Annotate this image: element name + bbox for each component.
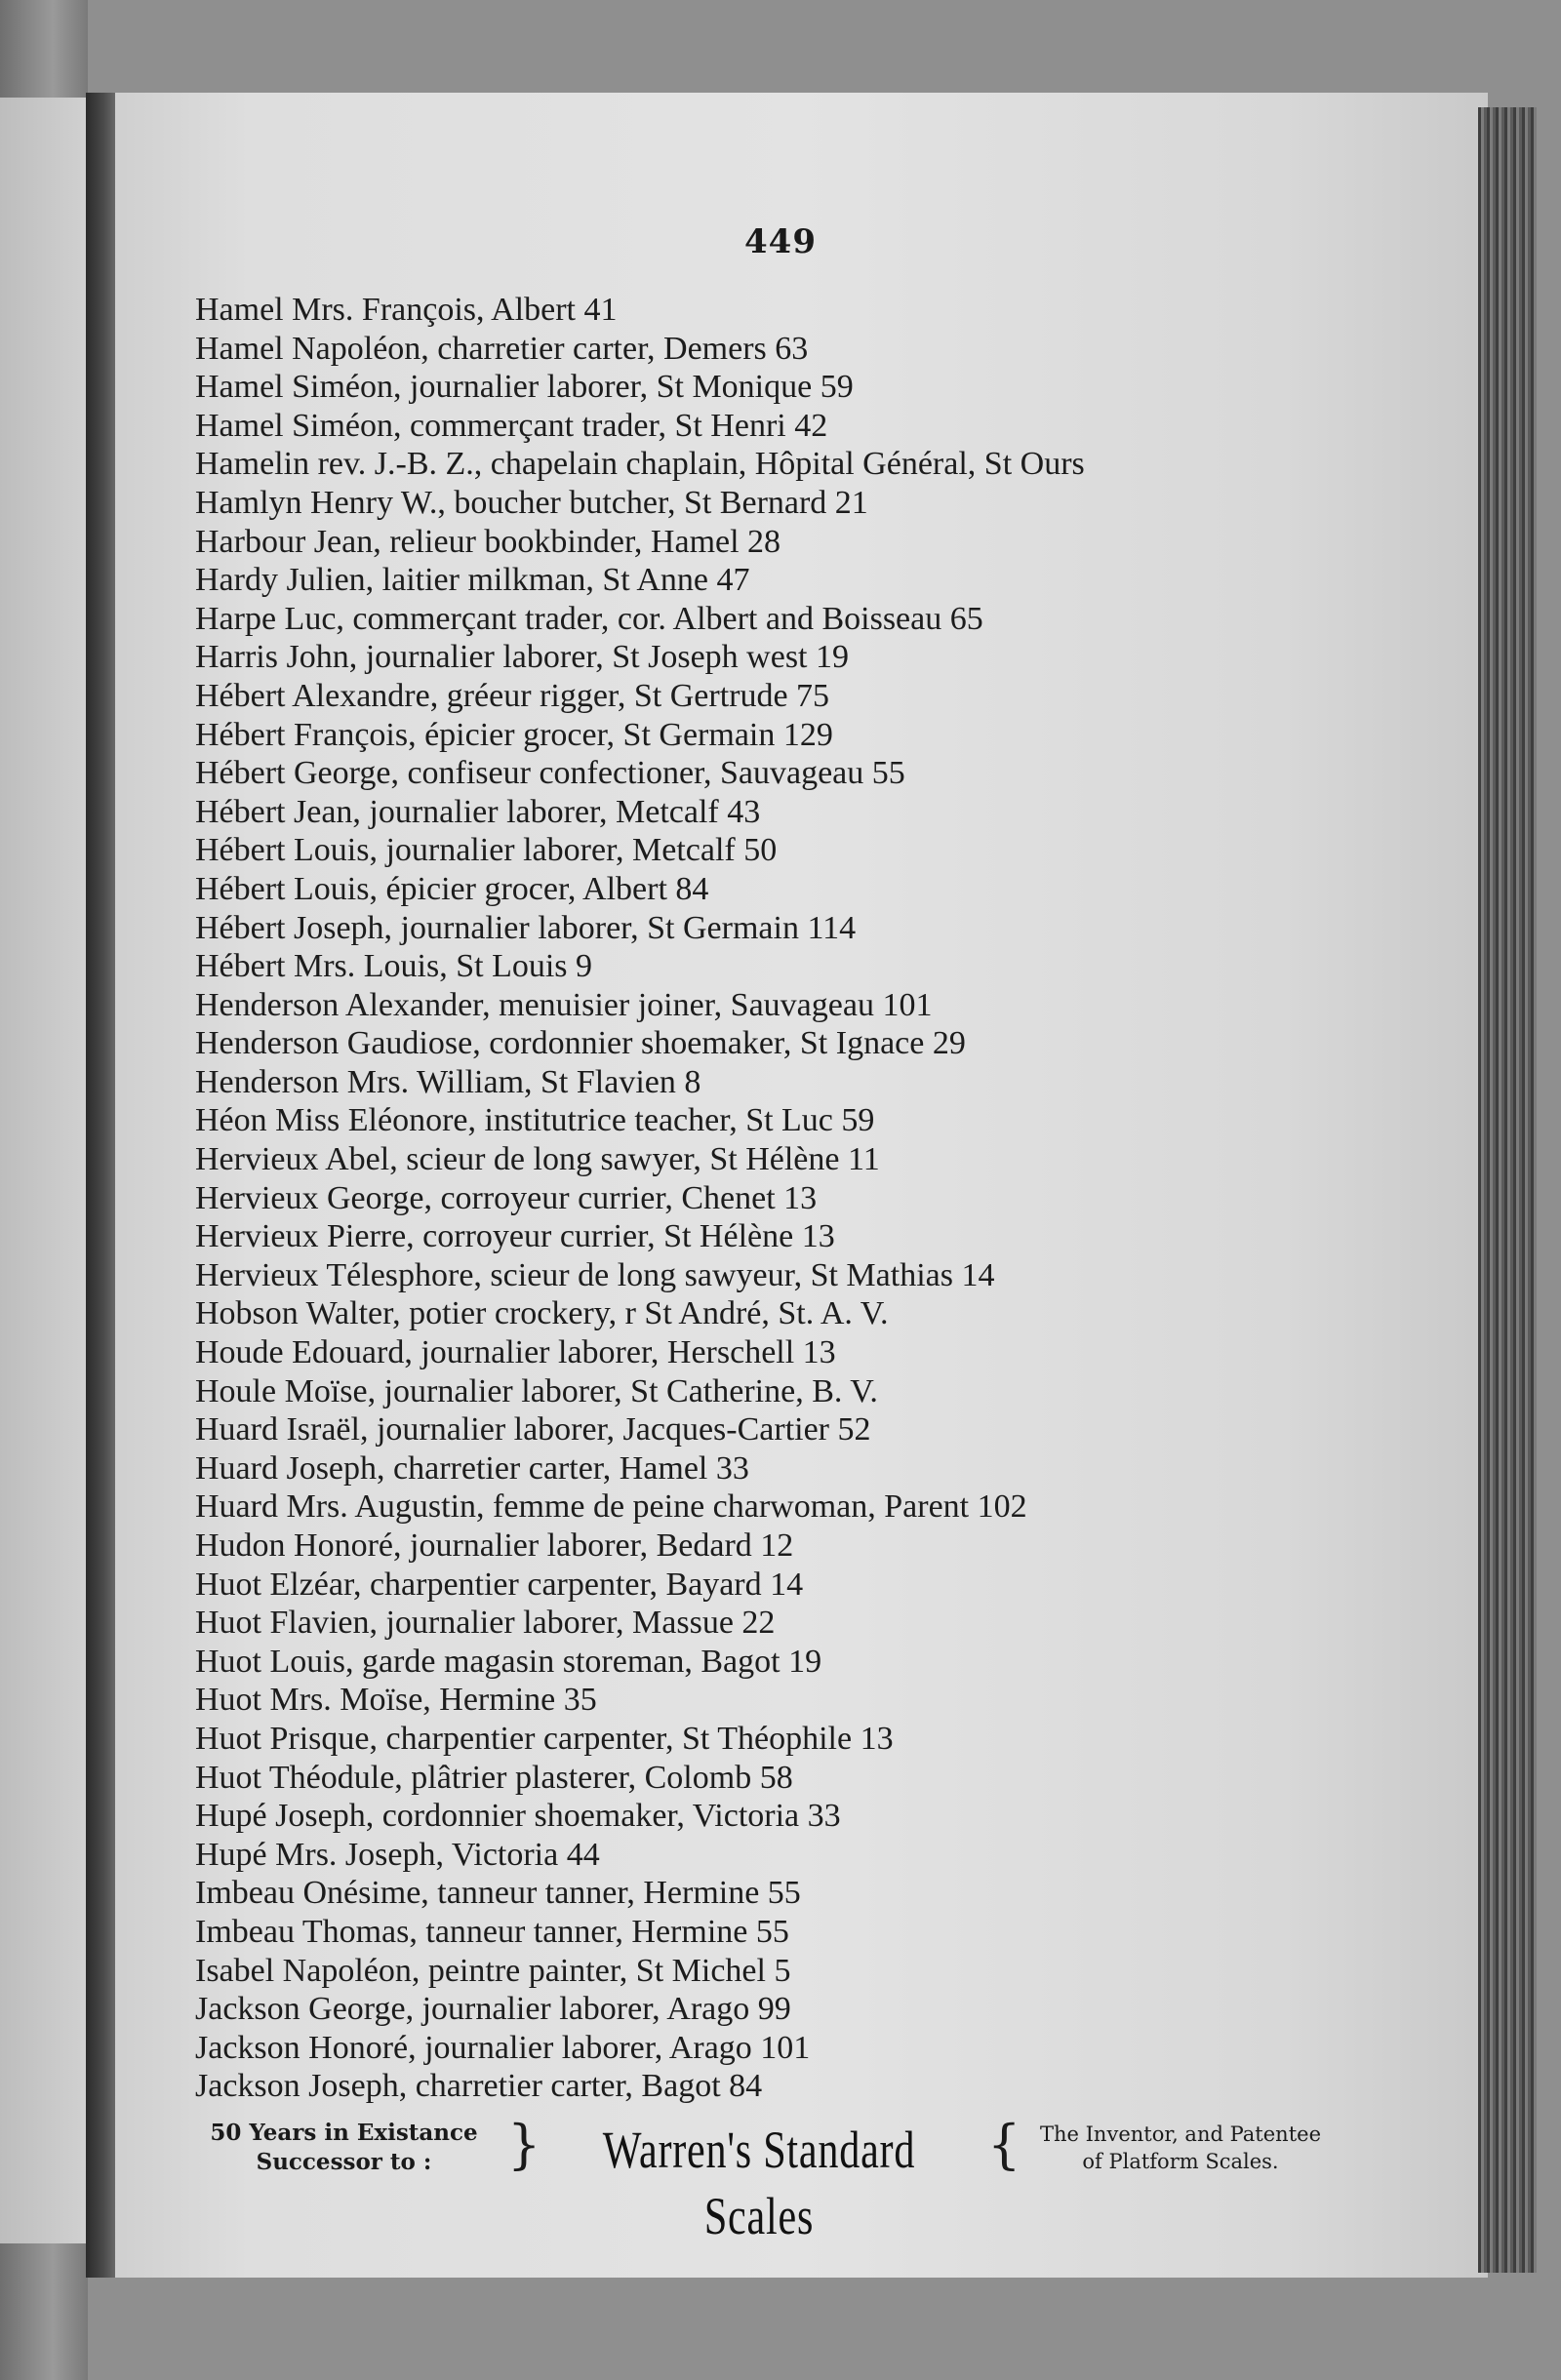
directory-entry: Imbeau Onésime, tanneur tanner, Hermine 55 [195, 1875, 801, 1912]
directory-entry: Hamelin rev. J.-B. Z., chapelain chaplain, Hôpital Général, St Ours [195, 446, 1085, 483]
directory-entry: Harris John, journalier laborer, St Joseph west 19 [195, 639, 850, 676]
directory-entry: Huot Prisque, charpentier carpenter, St Théophile 13 [195, 1720, 894, 1757]
directory-entry: Huot Flavien, journalier laborer, Massue 22 [195, 1605, 776, 1642]
directory-entry: Hébert Louis, épicier grocer, Albert 84 [195, 870, 709, 907]
directory-entry: Harbour Jean, relieur bookbinder, Hamel 28 [195, 523, 781, 560]
directory-entry: Huard Joseph, charretier carter, Hamel 33 [195, 1449, 749, 1487]
directory-entry: Hébert Joseph, journalier laborer, St Germain 114 [195, 909, 857, 946]
advert-years-text: 50 Years in Existance [210, 2120, 478, 2146]
directory-entry: Houle Moïse, journalier laborer, St Catherine, B. V. [195, 1372, 878, 1409]
directory-entry: Hébert Mrs. Louis, St Louis 9 [195, 948, 593, 985]
directory-entry: Hervieux Pierre, corroyeur currier, St Hélène 13 [195, 1218, 835, 1255]
advert-platform-text: of Platform Scales. [1082, 2150, 1279, 2173]
directory-entries [195, 291, 1454, 2106]
left-brace: } [507, 2114, 541, 2175]
directory-entry: Hébert Louis, journalier laborer, Metcalf 50 [195, 832, 778, 869]
directory-entry: Huard Israël, journalier laborer, Jacques-Cartier 52 [195, 1411, 871, 1448]
directory-entry: Hamlyn Henry W., boucher butcher, St Bernard 21 [195, 484, 868, 521]
advert-successor-text: Successor to : [256, 2149, 432, 2175]
directory-entry: Harpe Luc, commerçant trader, cor. Albert and Boisseau 65 [195, 600, 983, 637]
directory-entry: Hamel Siméon, commerçant trader, St Henri 42 [195, 407, 828, 444]
directory-entry: Houde Edouard, journalier laborer, Herschell 13 [195, 1334, 836, 1371]
directory-entry: Hamel Mrs. François, Albert 41 [195, 292, 618, 328]
directory-entry: Hudon Honoré, journalier laborer, Bedard 12 [195, 1527, 794, 1564]
advert-inventor-text: The Inventor, and Patentee [1040, 2122, 1321, 2146]
directory-entry: Jackson Joseph, charretier carter, Bagot 84 [195, 2068, 763, 2105]
advertisement-footer [176, 2114, 1405, 2245]
directory-entry: Huot Théodule, plâtrier plasterer, Colomb 58 [195, 1759, 793, 1796]
directory-entry: Imbeau Thomas, tanneur tanner, Hermine 55 [195, 1913, 789, 1950]
directory-entry: Hervieux Télesphore, scieur de long sawyeur, St Mathias 14 [195, 1256, 995, 1293]
directory-entry: Hébert Jean, journalier laborer, Metcalf 43 [195, 793, 761, 830]
directory-entry: Jackson George, journalier laborer, Arago 99 [195, 1991, 791, 2028]
directory-entry: Hobson Walter, potier crockery, r St André, St. A. V. [195, 1295, 889, 1332]
directory-entry: Hervieux George, corroyeur currier, Chenet 13 [195, 1179, 818, 1216]
book-binding-gutter [86, 93, 115, 2278]
page-number: 449 [744, 222, 817, 261]
advert-brand-name: Warren's Standard Scales [602, 2121, 916, 2245]
directory-entry: Isabel Napoléon, peintre painter, St Michel 5 [195, 1952, 791, 1989]
page-stack-edge [1478, 107, 1537, 2273]
directory-entry: Hamel Siméon, journalier laborer, St Monique 59 [195, 369, 854, 406]
directory-entry: Hupé Joseph, cordonnier shoemaker, Victoria 33 [195, 1798, 841, 1835]
directory-entry: Héon Miss Eléonore, institutrice teacher, St Luc 59 [195, 1102, 875, 1139]
directory-entry: Hamel Napoléon, charretier carter, Demers 63 [195, 330, 809, 367]
directory-entry: Huot Mrs. Moïse, Hermine 35 [195, 1682, 597, 1719]
directory-entry: Jackson Honoré, journalier laborer, Arago 101 [195, 2029, 811, 2066]
directory-entry: Hébert George, confiseur confectioner, Sauvageau 55 [195, 755, 905, 792]
directory-entry: Hardy Julien, laitier milkman, St Anne 47 [195, 562, 750, 599]
directory-entry: Henderson Mrs. William, St Flavien 8 [195, 1063, 701, 1100]
directory-entry: Henderson Alexander, menuisier joiner, Sauvageau 101 [195, 986, 933, 1023]
advert-left-block [176, 2119, 512, 2177]
right-brace: { [987, 2114, 1021, 2175]
directory-entry: Huot Elzéar, charpentier carpenter, Bayard 14 [195, 1566, 804, 1603]
directory-entry: Hervieux Abel, scieur de long sawyer, St Hélène 11 [195, 1141, 880, 1178]
advert-right-block [1015, 2121, 1346, 2175]
directory-entry: Hébert François, épicier grocer, St Germain 129 [195, 716, 833, 753]
directory-entry: Huard Mrs. Augustin, femme de peine charwoman, Parent 102 [195, 1488, 1027, 1526]
directory-entry: Hupé Mrs. Joseph, Victoria 44 [195, 1836, 600, 1873]
previous-page-edge [0, 98, 93, 2243]
directory-entry: Henderson Gaudiose, cordonnier shoemaker, St Ignace 29 [195, 1025, 966, 1062]
directory-entry: Huot Louis, garde magasin storeman, Bagot 19 [195, 1643, 822, 1680]
directory-entry: Hébert Alexandre, gréeur rigger, St Gertrude 75 [195, 677, 830, 714]
